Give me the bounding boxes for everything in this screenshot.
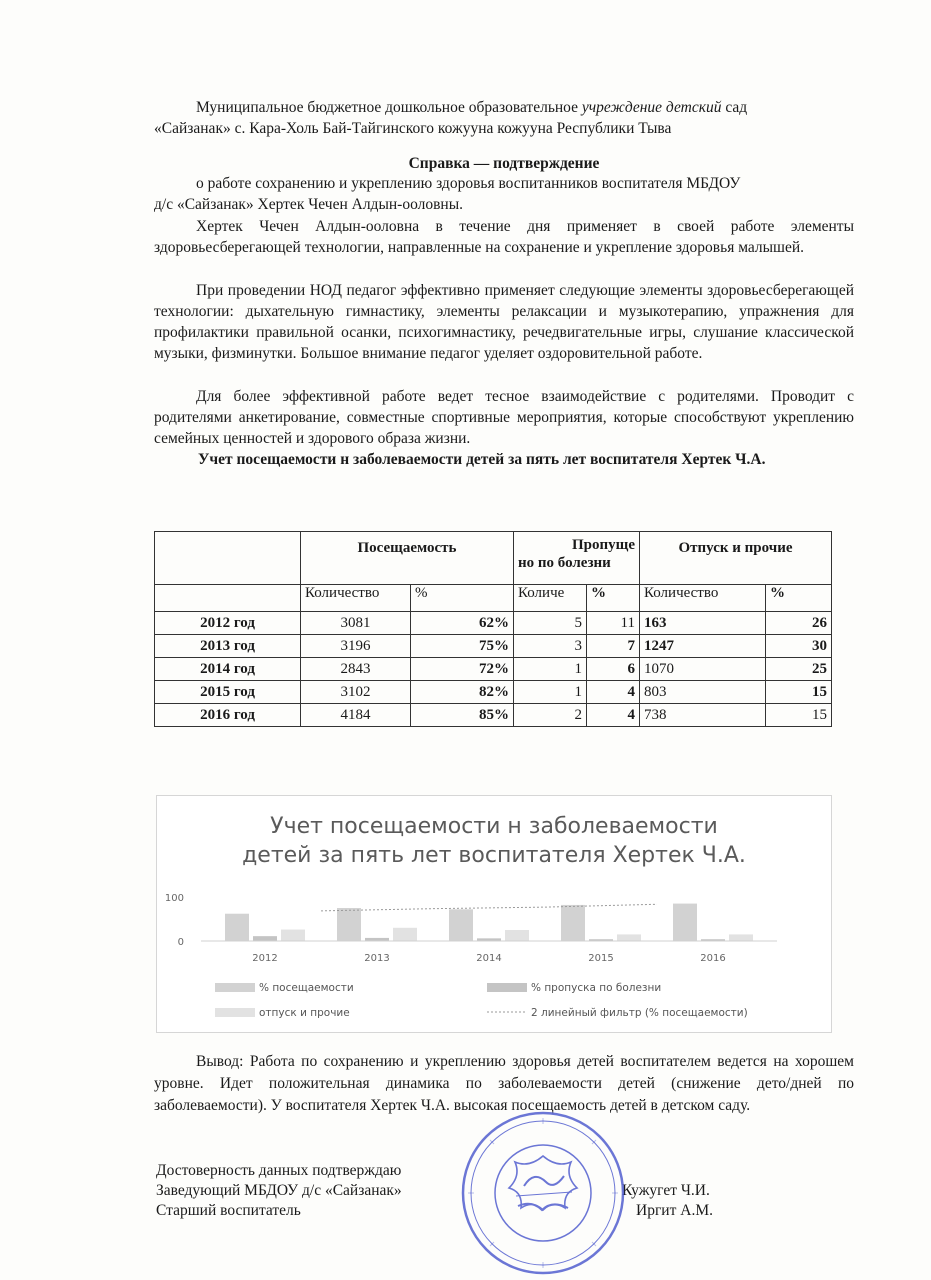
sub-header-empty (155, 585, 301, 612)
sick-pct: 6 (587, 658, 640, 681)
sub-header-other-count: Количество (640, 585, 766, 612)
sub-header-att-pct: % (411, 585, 514, 612)
other-pct: 26 (766, 612, 832, 635)
table-row (155, 704, 832, 727)
x-tick-label: 2014 (476, 953, 502, 964)
sick-count: 1 (514, 681, 587, 704)
att-pct: 75% (411, 635, 514, 658)
other-pct: 30 (766, 635, 832, 658)
chart-title-line-1: Учет посещаемости н заболеваемости (270, 814, 718, 839)
table-row (155, 681, 832, 704)
chart-bar (729, 934, 753, 941)
chart-bar (393, 928, 417, 941)
attendance-chart (156, 795, 832, 1033)
y-tick-label: 0 (177, 937, 184, 948)
sick-count: 3 (514, 635, 587, 658)
confirm-text: Достоверность данных подтверждаю (156, 1162, 402, 1179)
other-count: 738 (640, 704, 766, 727)
chart-bar (617, 934, 641, 941)
sub-header-att-count: Количество (301, 585, 411, 612)
paragraph-2: При проведении НОД педагог эффективно применяет следующие элементы здоровьесберегающей технологии: дыхательную гимнастику, элементы релаксации и музыкотерапию, упражнения для профилактики правильной осанки, психогимнастику, речедвигательные игры, слушание классической музыки, физминутки. Большое внимание педагог уделяет оздоровительной работе. (154, 282, 854, 362)
header-attendance: Посещаемость (301, 532, 514, 585)
sick-count: 5 (514, 612, 587, 635)
head-name: Кужугет Ч.И. (622, 1182, 710, 1199)
att-pct: 82% (411, 681, 514, 704)
table-sub-header-row (155, 585, 832, 612)
x-tick-label: 2016 (700, 953, 726, 964)
senior-name: Иргит А.М. (636, 1202, 713, 1219)
other-count: 163 (640, 612, 766, 635)
chart-bar (505, 930, 529, 941)
att-pct: 72% (411, 658, 514, 681)
att-pct: 85% (411, 704, 514, 727)
sub-header-sick-count: Количе (514, 585, 587, 612)
table-row (155, 658, 832, 681)
org-line-1: Муниципальное бюджетное дошкольное образовательное учреждение детский сад (196, 99, 748, 116)
other-count: 1247 (640, 635, 766, 658)
table-row (155, 612, 832, 635)
legend-label: 2 линейный фильтр (% посещаемости) (531, 1007, 748, 1019)
y-tick-label: 100 (164, 893, 184, 904)
x-tick-label: 2012 (252, 953, 278, 964)
chart-title-line-2: детей за пять лет воспитателя Хертек Ч.А. (242, 843, 746, 868)
sub-header-other-pct: % (766, 585, 832, 612)
legend-swatch (487, 983, 527, 992)
header-missed-sick: Пропуще но по болезни (514, 532, 640, 585)
chart-bar (673, 904, 697, 941)
org-line-2: «Сайзанак» с. Кара-Холь Бай-Тайгинского кожууна кожууна Республики Тыва (154, 120, 672, 137)
intro-line-2: д/с «Сайзанак» Хертек Чечен Алдын-ооловны. (154, 196, 464, 213)
legend-label: отпуск и прочие (259, 1007, 350, 1019)
attendance-table (154, 531, 832, 727)
att-count: 3196 (301, 635, 411, 658)
sick-count: 2 (514, 704, 587, 727)
chart-plot (157, 796, 831, 1032)
chart-bar (449, 909, 473, 941)
conclusion: Вывод: Работа по сохранению и укреплению здоровья детей воспитателем ведется на хорошем уровне. Идет положительная динамика по заболеваемости детей (снижение дето/дней по заболеваемости). У воспитателя Хертек Ч.А. высокая посещаемость детей в детском саду. (154, 1053, 854, 1114)
other-pct: 25 (766, 658, 832, 681)
att-count: 3102 (301, 681, 411, 704)
row-year: 2016 год (155, 704, 301, 727)
document-title: Справка — подтверждение (408, 155, 600, 172)
paragraph-1: Хертек Чечен Алдын-ооловна в течение дня применяет в своей работе элементы здоровьесберегающей технологии, направленные на сохранение и укрепление здоровья малышей. (154, 218, 854, 256)
att-pct: 62% (411, 612, 514, 635)
att-count: 3081 (301, 612, 411, 635)
table-corner-cell (155, 532, 301, 585)
sub-header-sick-pct: % (587, 585, 640, 612)
row-year: 2012 год (155, 612, 301, 635)
sick-pct: 4 (587, 704, 640, 727)
chart-bar (561, 905, 585, 941)
row-year: 2015 год (155, 681, 301, 704)
table-row (155, 635, 832, 658)
att-count: 2843 (301, 658, 411, 681)
head-role: Заведующий МБДОУ д/с «Сайзанак» (156, 1182, 402, 1199)
other-count: 803 (640, 681, 766, 704)
sick-pct: 7 (587, 635, 640, 658)
sick-pct: 11 (587, 612, 640, 635)
row-year: 2014 год (155, 658, 301, 681)
chart-trendline (321, 904, 657, 911)
legend-label: % пропуска по болезни (531, 982, 662, 994)
header-vacation-other: Отпуск и прочие (640, 532, 832, 585)
sick-pct: 4 (587, 681, 640, 704)
chart-bar (253, 936, 277, 941)
chart-bar (281, 930, 305, 941)
x-tick-label: 2013 (364, 953, 390, 964)
att-count: 4184 (301, 704, 411, 727)
official-stamp-icon (458, 1108, 628, 1278)
chart-bar (225, 914, 249, 941)
other-count: 1070 (640, 658, 766, 681)
senior-role: Старший воспитатель (156, 1202, 301, 1219)
other-pct: 15 (766, 704, 832, 727)
chart-bar (337, 908, 361, 941)
x-tick-label: 2015 (588, 953, 614, 964)
legend-swatch (215, 1008, 255, 1017)
other-pct: 15 (766, 681, 832, 704)
paragraph-3: Для более эффективной работе ведет тесное взаимодействие с родителями. Проводит с родителями анкетирование, совместные спортивные мероприятия, которые способствуют укреплению семейных ценностей и здорового образа жизни. (154, 388, 854, 447)
row-year: 2013 год (155, 635, 301, 658)
table-group-header-row (155, 532, 832, 585)
table-heading: Учет посещаемости н заболеваемости детей за пять лет воспитателя Хертек Ч.А. (198, 451, 766, 468)
legend-label: % посещаемости (259, 982, 354, 994)
sick-count: 1 (514, 658, 587, 681)
legend-swatch (215, 983, 255, 992)
intro-line-1: о работе сохранению и укреплению здоровья воспитанников воспитателя МБДОУ (196, 175, 741, 192)
